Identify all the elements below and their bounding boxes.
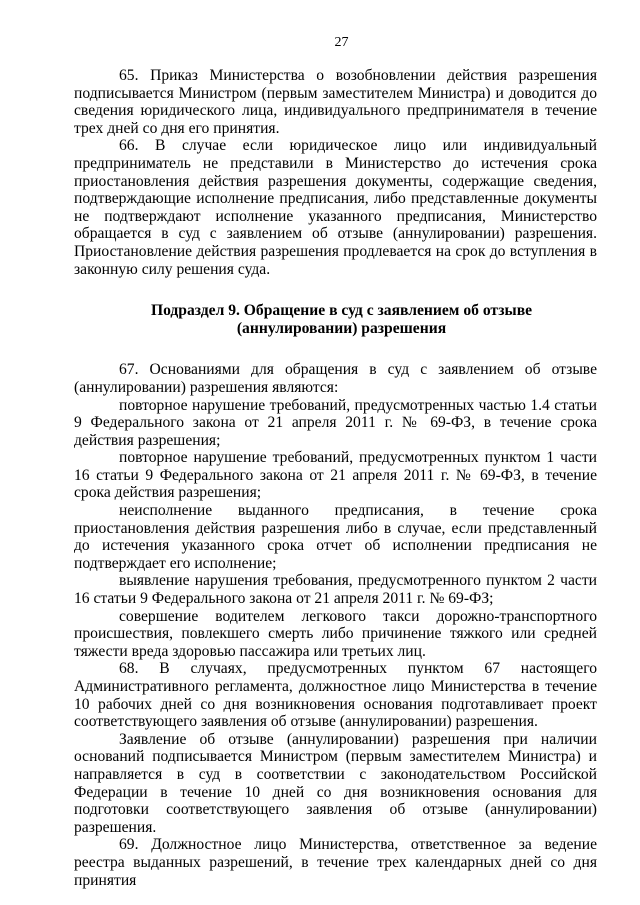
page-number: 27 bbox=[334, 35, 349, 50]
paragraph-68-statement: Заявление об отзыве (аннулировании) разрешения при наличии оснований подписывается Министром (первым заместителем Министра) и направляется в суд в соответствии с законодательством Российской Федерации в течение 10 дней со дня возникновения основания для подготовки соответствующего заявления об отзыве (аннулировании) разрешения. bbox=[74, 730, 597, 836]
list-item-prescription-not-executed: неисполнение выданного предписания, в течение срока приостановления действия разрешения либо в случае, если представленный до истечения указанного срока отчет об исполнении предписания не подтверждает его исполнение; bbox=[74, 502, 597, 572]
section-heading-line-2: (аннулировании) разрешения bbox=[236, 319, 447, 337]
paragraph-67: 67. Основаниями для обращения в суд с заявлением об отзыве (аннулировании) разрешения являются: bbox=[74, 361, 597, 396]
list-item-road-accident: совершение водителем легкового такси дорожно-транспортного происшествия, повлекшего смерть либо причинение тяжкого или средней тяжести вреда здоровью пассажира или третьих лиц. bbox=[74, 607, 597, 660]
list-item-repeat-violation-16: повторное нарушение требований, предусмотренных пунктом 1 части 16 статьи 9 Федерального закона от 21 апреля 2011 г. № 69-ФЗ, в течение срока действия разрешения; bbox=[74, 449, 597, 502]
paragraph-65: 65. Приказ Министерства о возобновлении действия разрешения подписывается Министром (первым заместителем Министра) и доводится до сведения юридического лица, индивидуального предпринимателя в течение трех дней со дня его принятия. bbox=[74, 67, 597, 137]
list-item-violation-point-2: выявление нарушения требования, предусмотренного пунктом 2 части 16 статьи 9 Федерального закона от 21 апреля 2011 г. № 69-ФЗ; bbox=[74, 572, 597, 608]
section-heading-line-1: Подраздел 9. Обращение в суд с заявлением об отзыве bbox=[150, 302, 533, 320]
section-heading bbox=[74, 302, 597, 337]
paragraph-69: 69. Должностное лицо Министерства, ответственное за ведение реестра выданных разрешений, в течение трех календарных дней со дня принятия bbox=[74, 836, 597, 889]
list-item-repeat-violation-1-4: повторное нарушение требований, предусмотренных частью 1.4 статьи 9 Федерального закона от 21 апреля 2011 г. № 69-ФЗ, в течение срока действия разрешения; bbox=[74, 396, 597, 449]
paragraph-68: 68. В случаях, предусмотренных пунктом 67 настоящего Административного регламента, должностное лицо Министерства в течение 10 рабочих дней со дня возникновения основания подготавливает проект соответствующего заявления об отзыве (аннулировании) разрешения. bbox=[74, 660, 597, 731]
paragraph-66: 66. В случае если юридическое лицо или индивидуальный предприниматель не представили в Министерство до истечения срока приостановления действия разрешения документы, содержащие сведения, подтверждающие исполнение предписания, либо представленные документы не подтверждают исполнение указанного предписания, Министерство обращается в суд с заявлением об отзыве (аннулировании) разрешения. Приостановление действия разрешения продлевается на срок до вступления в законную силу решения суда. bbox=[74, 137, 597, 278]
